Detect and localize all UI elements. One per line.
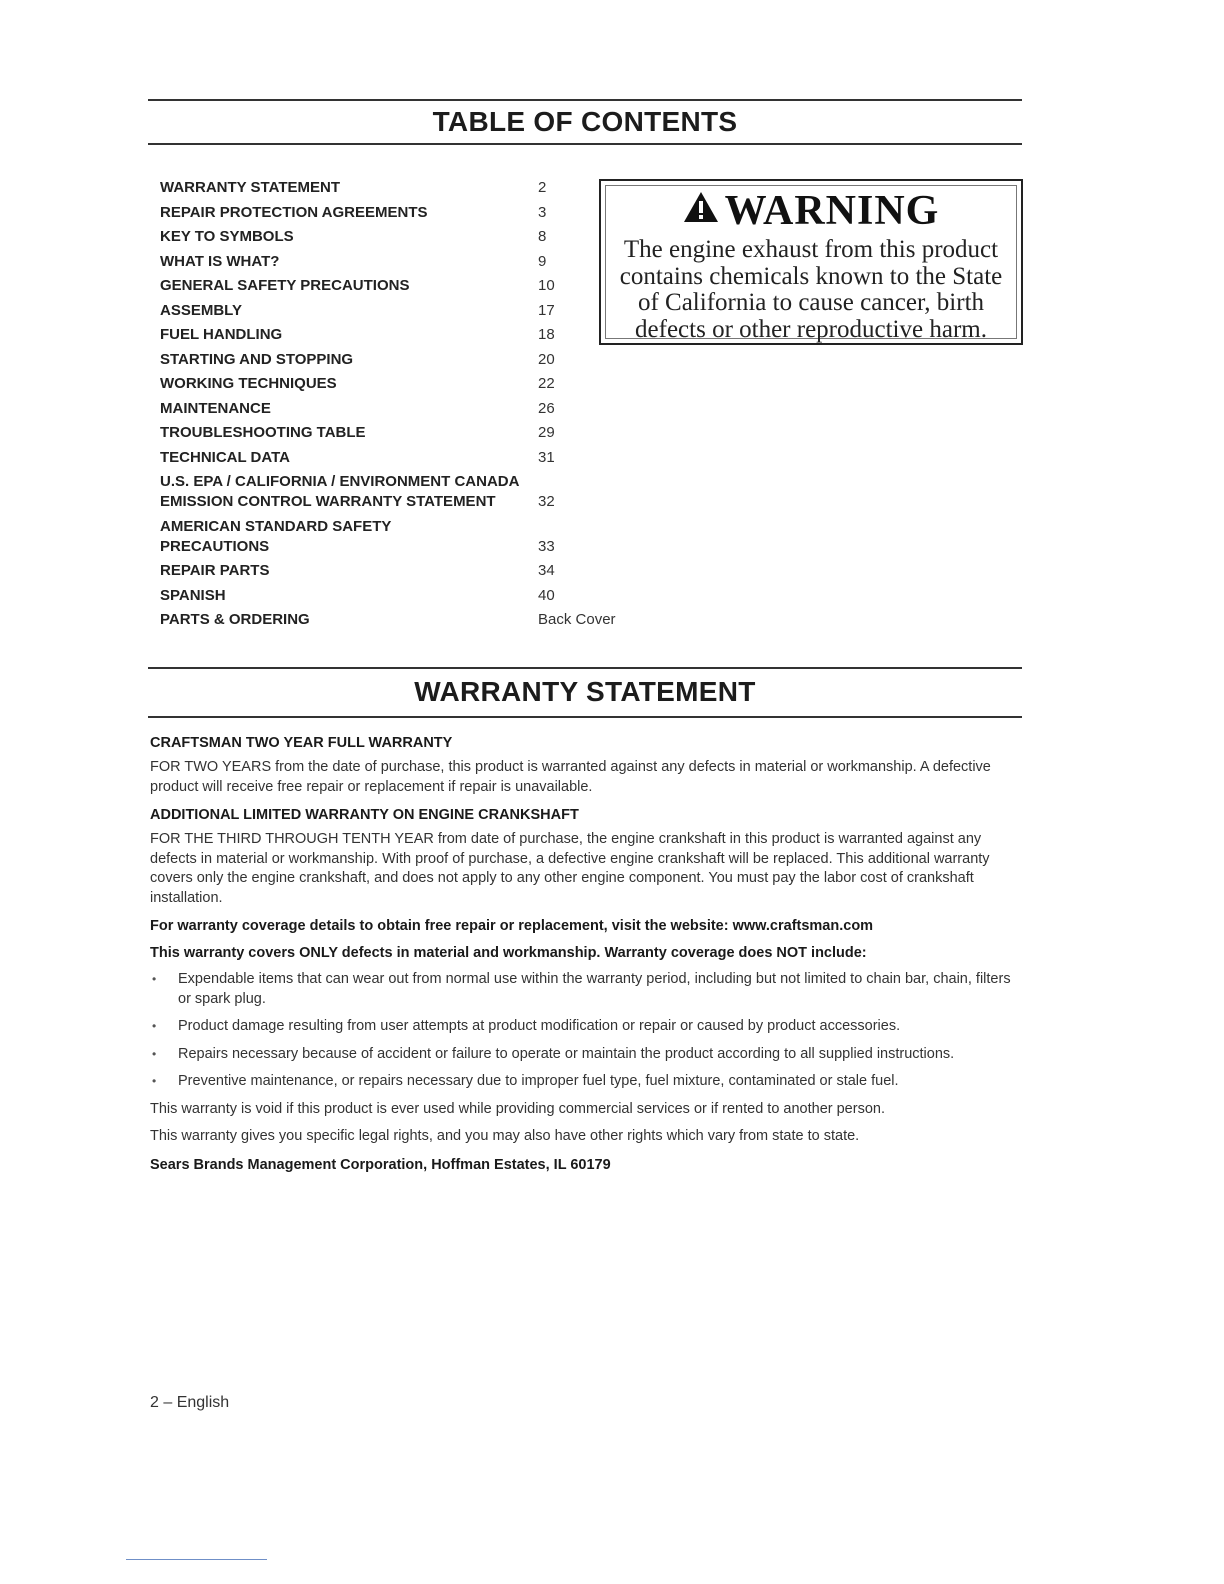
toc-entry	[160, 399, 640, 419]
warning-heading: WARNING	[724, 188, 940, 234]
toc-entry	[160, 276, 640, 296]
toc-entry-label: SPANISH	[160, 586, 226, 604]
toc-entry-label: STARTING AND STOPPING	[160, 350, 354, 368]
toc-title: TABLE OF CONTENTS	[432, 106, 738, 137]
toc-entry-page: Back Cover	[538, 611, 616, 628]
toc-entry-label: GENERAL SAFETY PRECAUTIONS	[160, 277, 410, 294]
toc-entry	[160, 325, 640, 345]
toc-entry-page: 9	[538, 252, 547, 270]
toc-entry	[160, 203, 640, 223]
toc-entry	[160, 178, 640, 198]
warranty-rights-note: This warranty gives you specific legal rights, and you may also have other rights which vary from state to state.	[150, 1128, 860, 1144]
toc-entry	[160, 301, 640, 321]
toc-entry-label: PARTS & ORDERING	[160, 611, 310, 628]
warranty-title: WARRANTY STATEMENT	[414, 676, 756, 707]
toc-entry-page: 26	[538, 399, 555, 417]
warning-text: The engine exhaust from this product contains chemicals known to the State of California to cause cancer, birth defects or other reproductive harm.	[619, 236, 1003, 343]
toc-entry-page: 32	[538, 493, 555, 510]
toc-entry-page: 40	[538, 586, 555, 604]
toc-entry-label: REPAIR PROTECTION AGREEMENTS	[160, 203, 428, 221]
toc-entry-label: WARRANTY STATEMENT	[160, 179, 340, 196]
toc-top-rule	[148, 99, 1022, 101]
warranty-heading: ADDITIONAL LIMITED WARRANTY ON ENGINE CRANKSHAFT	[150, 807, 579, 823]
toc-entry-label: U.S. EPA / CALIFORNIA / ENVIRONMENT CANADA EMISSION CONTROL WARRANTY STATEMENT	[160, 473, 519, 510]
toc-entry-label: TECHNICAL DATA	[160, 448, 290, 466]
toc-entry-page: 22	[538, 375, 555, 392]
warranty-paragraph: FOR THE THIRD THROUGH TENTH YEAR from date of purchase, the engine crankshaft in this product is warranted against any defects in material or workmanship. With proof of purchase, a defective engine crankshaft will be replaced. This additional warranty covers only the engine crankshaft, and does not apply to any other engine component. You must pay the labor cost of crankshaft installation.	[150, 831, 990, 906]
toc-entry	[160, 350, 640, 370]
prop65-warning-box	[599, 179, 1023, 345]
toc-entry	[160, 472, 640, 512]
toc-entry-page: 20	[538, 350, 555, 368]
exclusion-item: • Repairs necessary because of accident or failure to operate or maintain the product according to all supplied instructions.	[150, 1045, 1018, 1065]
warranty-body	[150, 733, 1018, 1182]
toc-entry-page: 2	[538, 179, 547, 196]
toc-entry-page: 31	[538, 448, 555, 466]
warranty-paragraph: FOR TWO YEARS from the date of purchase, this product is warranted against any defects in material or workmanship. A defective product will receive free repair or replacement if repair is unavailable.	[150, 759, 991, 795]
toc-entry	[160, 252, 640, 272]
toc-entry	[160, 423, 640, 443]
exclusion-item: • Preventive maintenance, or repairs necessary due to improper fuel type, fuel mixture, contaminated or stale fuel.	[150, 1072, 1018, 1092]
toc-entry-page: 34	[538, 562, 555, 579]
toc-entry-page: 29	[538, 424, 555, 441]
toc-entry	[160, 448, 640, 468]
toc-entry-label: WHAT IS WHAT?	[160, 252, 280, 270]
warranty-top-rule	[148, 667, 1022, 669]
toc-entry-page: 17	[538, 301, 555, 319]
page-number: 2 – English	[150, 1394, 230, 1411]
toc-entry-page: 18	[538, 326, 555, 343]
toc-entry-page: 3	[538, 203, 547, 221]
warranty-exclusions-intro: This warranty covers ONLY defects in material and workmanship. Warranty coverage does NOT include:	[150, 945, 867, 961]
toc-entry	[160, 374, 640, 394]
toc-entry	[160, 610, 640, 630]
toc-entry-label: REPAIR PARTS	[160, 562, 270, 579]
warranty-bottom-rule	[148, 716, 1022, 718]
toc-entry-label: KEY TO SYMBOLS	[160, 228, 294, 245]
toc-entry-label: MAINTENANCE	[160, 399, 271, 417]
toc-entry	[160, 586, 640, 606]
bottom-divider	[126, 1559, 267, 1560]
toc-entry-page: 10	[538, 277, 555, 294]
exclusion-item: • Product damage resulting from user attempts at product modification or repair or caused by product accessories.	[150, 1017, 1018, 1037]
toc-bottom-rule	[148, 143, 1022, 145]
toc-entry	[160, 517, 640, 557]
warning-triangle-icon	[683, 186, 719, 234]
toc-entry-page: 8	[538, 228, 547, 245]
toc-entry-page: 33	[538, 537, 555, 555]
toc-entry-label: WORKING TECHNIQUES	[160, 375, 337, 392]
toc-entry	[160, 561, 640, 581]
exclusion-item: • Expendable items that can wear out from normal use within the warranty period, including but not limited to chain bar, chain, filters or spark plug.	[150, 970, 1018, 1009]
toc-entry-label: TROUBLESHOOTING TABLE	[160, 424, 366, 441]
toc-entry-label: FUEL HANDLING	[160, 326, 283, 343]
warranty-void-note: This warranty is void if this product is ever used while providing commercial services or if rented to another person.	[150, 1100, 885, 1117]
warranty-company: Sears Brands Management Corporation, Hoffman Estates, IL 60179	[150, 1156, 611, 1173]
toc-entry	[160, 227, 640, 247]
toc-entry-label: ASSEMBLY	[160, 301, 242, 319]
warning-header	[601, 187, 1021, 238]
warranty-coverage-note: For warranty coverage details to obtain free repair or replacement, visit the website: www.craftsman.com	[150, 918, 874, 934]
toc-list	[160, 178, 640, 635]
warranty-heading: CRAFTSMAN TWO YEAR FULL WARRANTY	[150, 735, 453, 751]
toc-entry-label: AMERICAN STANDARD SAFETY PRECAUTIONS	[160, 517, 392, 555]
